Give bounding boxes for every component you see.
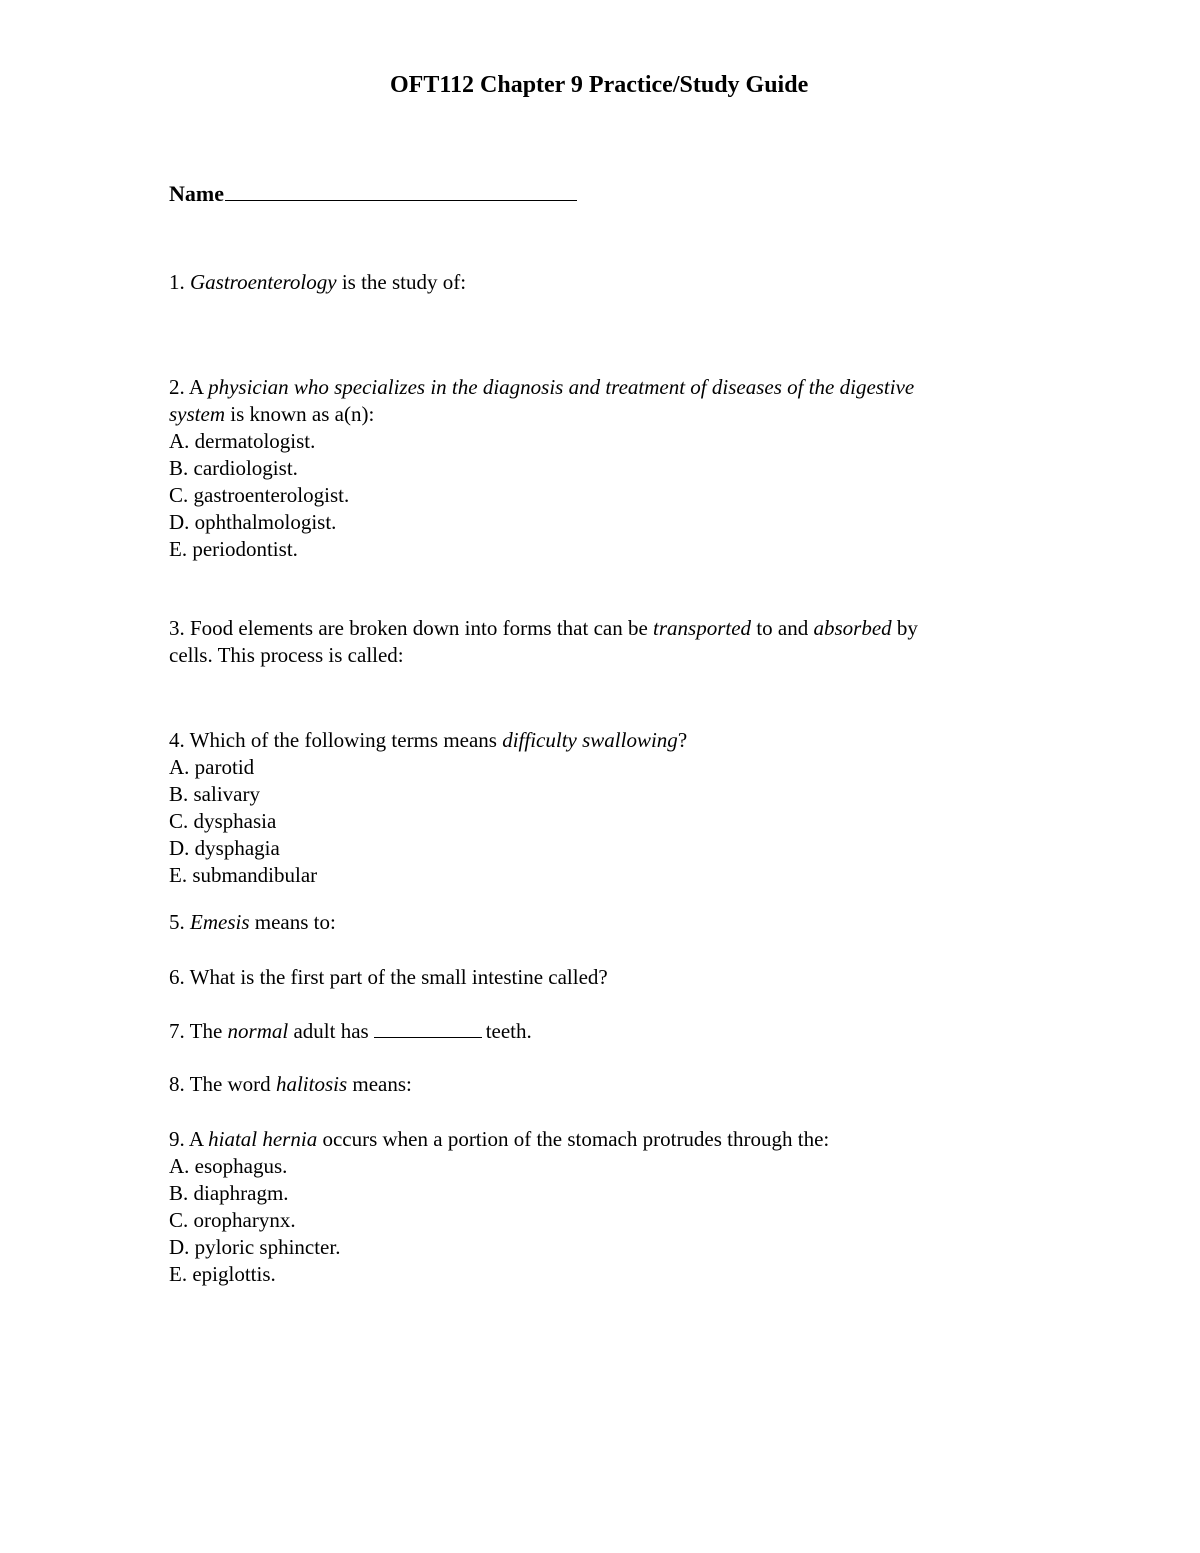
question-1 — [169, 269, 466, 296]
question-3-post: by — [891, 616, 918, 640]
question-9-option-e: E. epiglottis. — [169, 1262, 276, 1286]
question-6 — [169, 964, 608, 991]
question-5-italic: Emesis — [190, 910, 250, 934]
question-4-option-c: C. dysphasia — [169, 809, 277, 833]
question-9-option-d: D. pyloric sphincter. — [169, 1235, 341, 1259]
question-3 — [169, 615, 918, 669]
question-9-post: occurs when a portion of the stomach protrudes through the: — [317, 1127, 830, 1151]
question-2-line-2 — [169, 401, 914, 428]
question-7-italic: normal — [227, 1019, 289, 1043]
question-4-option-e: E. submandibular — [169, 863, 318, 887]
question-4-post: ? — [677, 728, 688, 752]
question-2-line-1 — [169, 374, 914, 401]
question-4-italic: difficulty swallowing — [502, 728, 678, 752]
question-1-term: Gastroenterology — [190, 270, 337, 294]
question-3-line-2: cells. This process is called: — [169, 643, 404, 667]
question-3-prefix: 3. Food elements are broken down into forms that can be — [169, 616, 654, 640]
question-5-post: means to: — [249, 910, 336, 934]
question-5-prefix: 5. — [169, 910, 190, 934]
page-title — [390, 72, 1200, 99]
question-4-option-a: A. parotid — [169, 755, 255, 779]
question-7-answer-blank[interactable] — [374, 1019, 482, 1038]
question-3-line-1 — [169, 615, 918, 642]
question-7 — [169, 1018, 532, 1045]
question-9-prefix: 9. A — [169, 1127, 209, 1151]
question-9-line-1 — [169, 1126, 829, 1153]
question-2-italic-a: physician who specializes in the diagnosis and treatment of diseases of the digestive — [208, 375, 915, 399]
question-1-rest: is the study of: — [336, 270, 467, 294]
question-9-option-b: B. diaphragm. — [169, 1181, 289, 1205]
question-7-post: teeth. — [485, 1019, 532, 1043]
question-2-option-d: D. ophthalmologist. — [169, 510, 337, 534]
question-2-rest: is known as a(n): — [225, 402, 375, 426]
question-3-italic-b: absorbed — [813, 616, 892, 640]
question-9 — [169, 1126, 829, 1288]
question-2-option-e: E. periodontist. — [169, 537, 298, 561]
question-6-text: 6. What is the first part of the small intestine called? — [169, 965, 608, 989]
name-label: Name — [169, 181, 224, 206]
question-8-italic: halitosis — [275, 1072, 348, 1096]
question-2-prefix: 2. A — [169, 375, 209, 399]
page-title-text: OFT112 Chapter 9 Practice/Study Guide — [390, 72, 809, 98]
question-8 — [169, 1071, 412, 1098]
name-blank-line[interactable] — [225, 180, 577, 201]
question-2-option-a: A. dermatologist. — [169, 429, 316, 453]
name-field — [169, 180, 577, 207]
question-4-prefix: 4. Which of the following terms means — [169, 728, 503, 752]
question-4 — [169, 727, 687, 889]
question-4-option-b: B. salivary — [169, 782, 260, 806]
question-9-italic: hiatal hernia — [208, 1127, 318, 1151]
question-7-prefix: 7. The — [169, 1019, 228, 1043]
question-3-mid: to and — [751, 616, 814, 640]
question-3-italic-a: transported — [653, 616, 752, 640]
question-9-option-c: C. oropharynx. — [169, 1208, 296, 1232]
question-9-option-a: A. esophagus. — [169, 1154, 288, 1178]
question-4-option-d: D. dysphagia — [169, 836, 280, 860]
question-8-prefix: 8. The word — [169, 1072, 276, 1096]
question-5 — [169, 909, 336, 936]
question-2 — [169, 374, 914, 563]
question-8-post: means: — [347, 1072, 412, 1096]
question-1-number: 1. — [169, 270, 185, 294]
question-7-mid: adult has — [288, 1019, 369, 1043]
question-4-line-1 — [169, 727, 687, 754]
question-2-italic-b: system — [169, 402, 225, 426]
question-2-option-c: C. gastroenterologist. — [169, 483, 350, 507]
question-2-option-b: B. cardiologist. — [169, 456, 298, 480]
